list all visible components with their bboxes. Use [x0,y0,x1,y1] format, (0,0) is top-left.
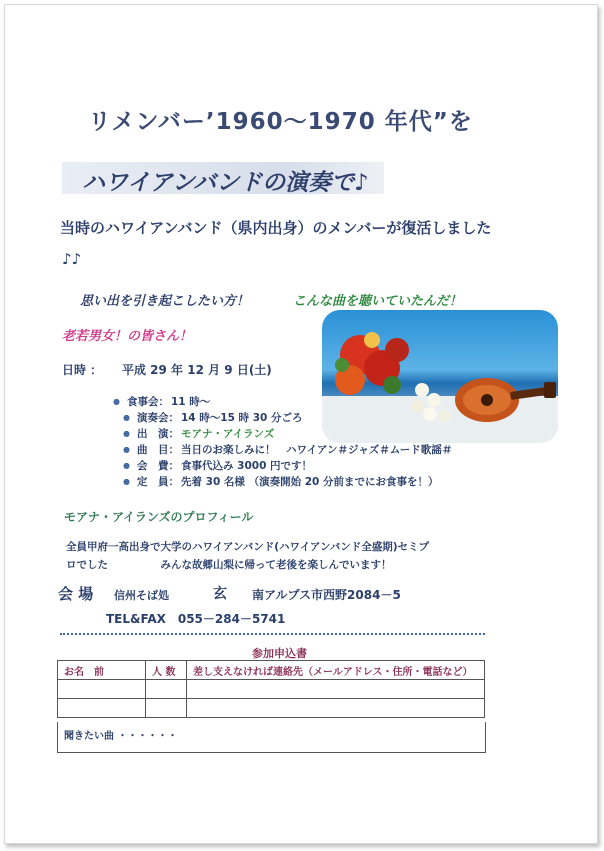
event-details [113,393,452,489]
detail-row [113,409,452,425]
detail-value: 当日のお楽しみに！ ハワイアン＃ジャズ＃ムード歌謡＃ [181,443,453,456]
venue-name: 信州そば処 [114,589,169,602]
date-label: 日時 ： [62,363,103,377]
detail-label: 会 費： [137,459,179,472]
headline: ハワイアンバンドの演奏で♪ [82,170,369,196]
form-title: 参加申込書 [252,647,307,660]
detail-value: 14 時～15 時 30 分ごろ [181,411,303,424]
flyer-title: リメンバー’1960～1970 年代”を [88,109,473,135]
bullet-icon: ● [113,396,120,406]
detail-value: 食事代込み 3000 円です！ [181,459,313,472]
detail-label: 定 員： [137,475,179,488]
song-callout: こんな曲を聴いていたんだ！ [293,294,463,309]
bullet-icon: ● [123,476,130,486]
detail-label: 食事会： [127,395,169,408]
contact-field[interactable] [187,699,485,718]
detail-row [113,473,452,489]
detail-value: 先着 30 名様 （演奏開始 20 分前までにお食事を！） [181,475,439,488]
bullet-icon: ● [123,412,130,422]
profile-text [66,538,466,574]
profile-line: ロでした みんな故郷山梨に帰って老後を楽しんでいます！ [66,559,392,571]
cut-line-divider [60,633,485,635]
detail-label: 演奏会： [137,411,179,424]
form-header-row [58,661,485,680]
intro-text: 当時のハワイアンバンド（県内出身）のメンバーが復活しました [60,219,492,237]
profile-heading: モアナ・アイランズのプロフィール [64,510,254,524]
event-date: 平成 29 年 12 月 9 日(土) [122,363,272,377]
venue-kanji: 玄 [213,586,227,602]
detail-label: 曲 目： [137,443,179,456]
name-field[interactable] [58,699,146,718]
tel-fax: TEL&FAX 055－284－5741 [106,612,286,626]
performer-name: モアナ・アイランズ [181,427,275,440]
detail-row [113,441,452,457]
count-field[interactable] [146,680,187,699]
count-header: 人 数 [146,661,187,680]
detail-value: 11 時～ [171,395,211,408]
detail-row [113,457,452,473]
count-field[interactable] [146,699,187,718]
audience-callout: 老若男女！の皆さん！ [62,329,193,344]
contact-header: 差し支えなければ連絡先（メールアドレス・住所・電話など） [187,661,485,680]
bullet-icon: ● [123,460,130,470]
venue-label: 会 場 [58,585,94,603]
contact-field[interactable] [187,680,485,699]
name-header: お名 前 [58,661,146,680]
application-form [57,660,485,718]
venue-address: 南アルプス市西野2084－5 [252,588,401,602]
music-notes-icon: ♪♪ [62,250,82,268]
form-row [58,699,485,718]
wish-song-label: 聞きたい曲 ・・・・・・ [64,731,178,742]
detail-row [113,425,452,441]
profile-line: 全員甲府一高出身で大学のハワイアンバンド(ハワイアンバンド全盛期)セミプ [66,541,430,553]
memory-callout: 思い出を引き起こしたい方！ [80,294,250,309]
detail-row [113,393,452,409]
name-field[interactable] [58,680,146,699]
bullet-icon: ● [123,444,130,454]
detail-label: 出 演： [137,427,179,440]
form-row [58,680,485,699]
bullet-icon: ● [123,428,130,438]
